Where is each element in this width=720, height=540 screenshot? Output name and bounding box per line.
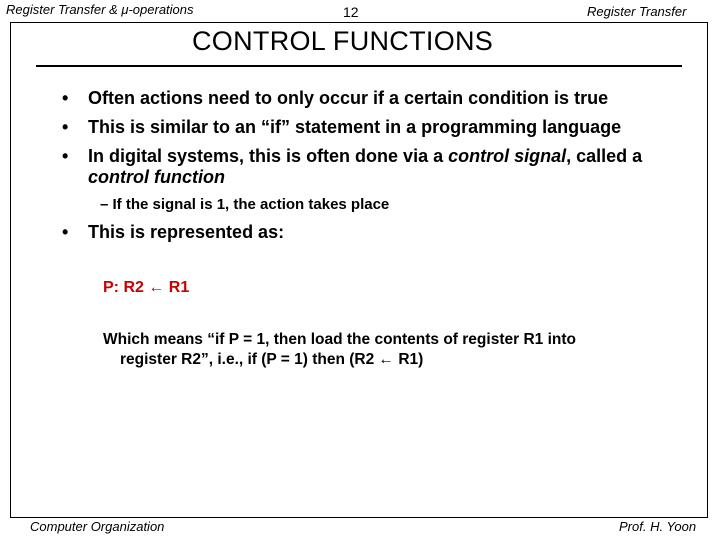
slide-title: CONTROL FUNCTIONS [192, 26, 494, 56]
bullet-dot: • [62, 146, 69, 166]
header-section-title: Register Transfer [587, 4, 687, 19]
header-course-title: Register Transfer & μ-operations [6, 2, 194, 17]
bullet-item [62, 117, 702, 138]
dash-symbol: – [100, 196, 109, 213]
bullet-text: Often actions need to only occur if a certain condition is true [88, 88, 609, 108]
bullet-dot: • [62, 222, 69, 242]
rtl-formula: P: R2 ← R1 [103, 279, 190, 296]
page-number: 12 [343, 4, 359, 20]
footer-course-name: Computer Organization [30, 519, 165, 534]
explanation-line: Which means “if P = 1, then load the contents of register R1 into [103, 331, 576, 348]
sub-bullet [100, 196, 389, 213]
footer-author: Prof. H. Yoon [619, 519, 697, 534]
formula-explanation [103, 330, 678, 370]
sub-bullet-text: If the signal is 1, the action takes place [112, 196, 390, 213]
bullet-text-part: , called a [566, 146, 643, 166]
bullet-dot: • [62, 88, 69, 108]
bullet-text-part: In digital systems, this is often done via a [88, 146, 449, 166]
bullet-text [88, 146, 702, 188]
bullet-item [62, 146, 702, 188]
bullet-item [62, 88, 702, 109]
title-underline [36, 65, 682, 67]
bullet-dot: • [62, 117, 69, 137]
bullet-item [62, 222, 702, 243]
explanation-line: register R2”, i.e., if (P = 1) then (R2 ← R1) [120, 351, 424, 368]
bullet-text: This is similar to an “if” statement in a programming language [88, 117, 622, 137]
bullet-text: This is represented as: [88, 222, 285, 242]
emphasis-control-function: control function [88, 167, 225, 187]
emphasis-control-signal: control signal [448, 146, 567, 166]
